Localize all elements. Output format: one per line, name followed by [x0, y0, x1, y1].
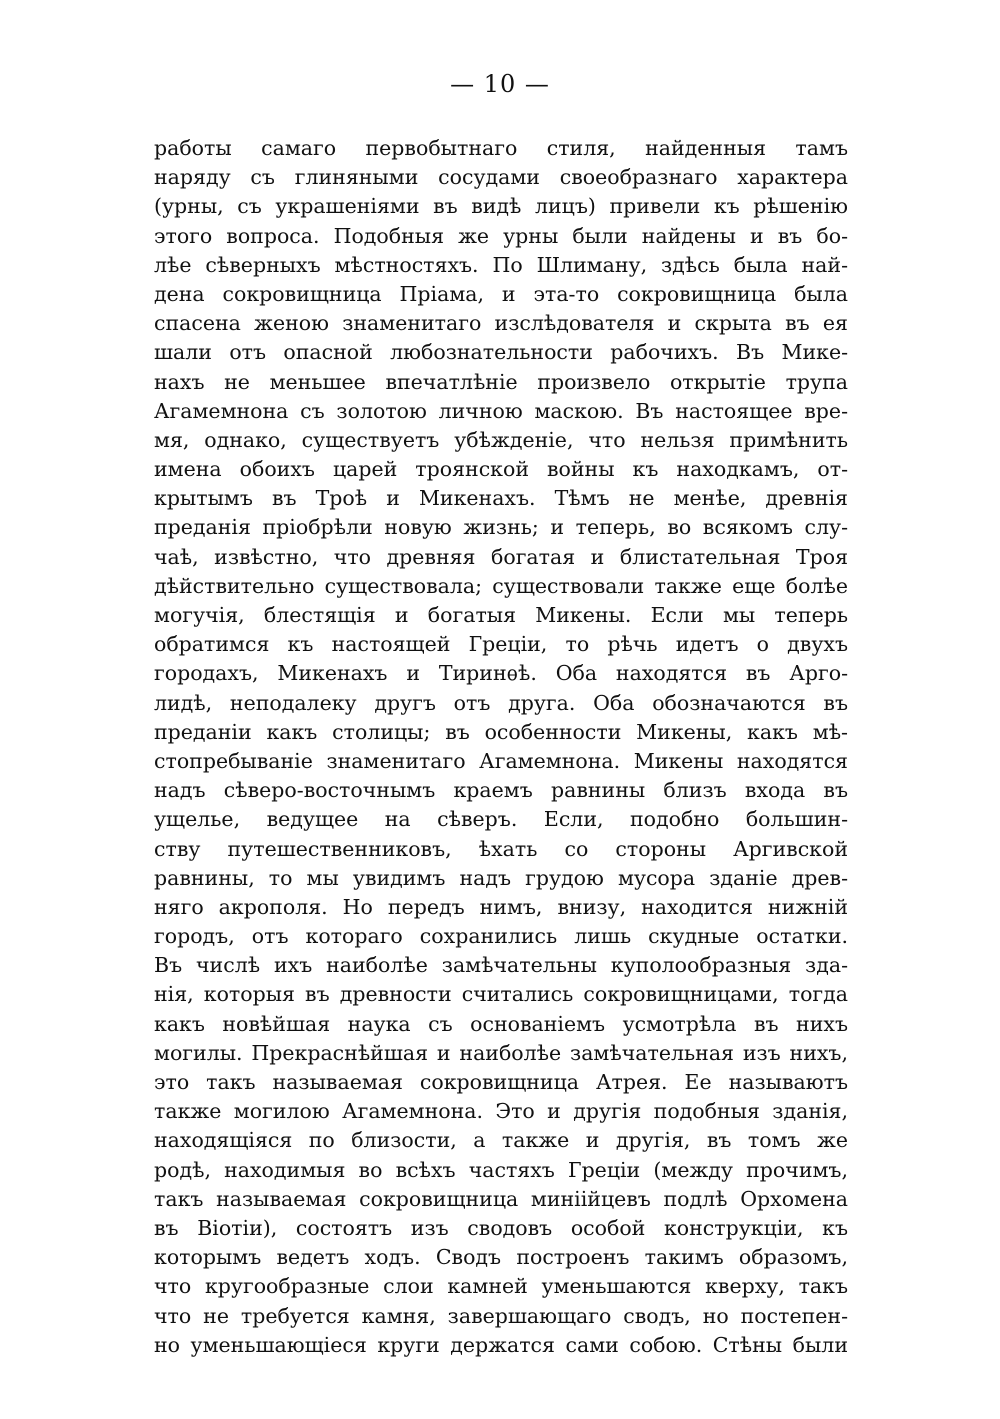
text-line: мя, однако, существуетъ убѣжденіе, что нельзя примѣнить — [154, 427, 848, 452]
text-line: могучія, блестящія и богатыя Микены. Если мы теперь — [154, 603, 848, 627]
text-line: Агамемнона съ золотою личною маскою. Въ настоящее вре- — [154, 398, 848, 423]
text-line: дѣйствительно существовала; существовали также еще болѣе — [154, 573, 848, 598]
text-line: городахъ, Микенахъ и Тиринѳѣ. Оба находятся въ Арго- — [154, 661, 848, 686]
text-line: Въ числѣ ихъ наиболѣе замѣчательны куполообразныя зда- — [154, 953, 848, 978]
page-number: — 10 — — [450, 70, 550, 98]
text-line: что кругообразные слои камней уменьшаются кверху, такъ — [154, 1274, 848, 1299]
text-line: нія, которыя въ древности считались сокровищницами, тогда — [154, 982, 848, 1007]
text-line: этого вопроса. Подобныя же урны были найдены и въ бо- — [154, 223, 848, 248]
text-line: спасена женою знаменитаго изслѣдователя и скрыта въ ея — [154, 311, 848, 336]
text-line: въ Віотіи), состоятъ изъ сводовъ особой конструкціи, къ — [154, 1215, 848, 1240]
text-line: лидѣ, неподалеку другъ отъ друга. Оба обозначаются въ — [154, 690, 848, 715]
text-line: ству путешественниковъ, ѣхать со стороны Аргивской — [154, 836, 848, 861]
text-line: имена обоихъ царей троянской войны къ находкамъ, от- — [154, 457, 848, 482]
text-line: но уменьшающіеся круги держатся сами собою. Стѣны были — [154, 1332, 848, 1357]
text-line: городъ, отъ котораго сохранились лишь скудные остатки. — [154, 924, 848, 949]
text-line: нахъ не меньшее впечатлѣніе произвело открытіе трупа — [154, 369, 848, 394]
text-line: также могилою Агамемнона. Это и другія подобныя зданія, — [154, 1099, 848, 1124]
text-line: наряду съ глиняными сосудами своеобразнаго характера — [154, 165, 848, 190]
text-line: преданіи какъ столицы; въ особенности Микены, какъ мѣ- — [154, 719, 848, 744]
text-line: стопребываніе знаменитаго Агамемнона. Микены находятся — [154, 748, 848, 773]
text-line: которымъ ведетъ ходъ. Сводъ построенъ такимъ образомъ, — [154, 1245, 848, 1270]
text-line: няго акрополя. Но передъ нимъ, внизу, находится нижній — [154, 894, 848, 919]
text-line: родѣ, находимыя во всѣхъ частяхъ Греціи (между прочимъ, — [154, 1157, 848, 1182]
text-line: это такъ называемая сокровищница Атрея. Ее называютъ — [154, 1070, 848, 1094]
text-line: что не требуется камня, завершающаго сводъ, но постепен- — [154, 1303, 848, 1328]
text-line: чаѣ, извѣстно, что древняя богатая и блистательная Троя — [154, 544, 848, 569]
text-line: могилы. Прекраснѣйшая и наиболѣе замѣчательная изъ нихъ, — [154, 1040, 848, 1065]
text-line: лѣе сѣверныхъ мѣстностяхъ. По Шлиману, здѣсь была най- — [154, 252, 848, 277]
text-line: какъ новѣйшая наука съ основаніемъ усмотрѣла въ нихъ — [154, 1011, 848, 1036]
text-line: преданія пріобрѣли новую жизнь; и теперь, во всякомъ слу- — [154, 515, 848, 540]
text-line: равнины, то мы увидимъ надъ грудою мусора зданіе древ- — [154, 865, 848, 890]
text-line: дена сокровищница Пріама, и эта-то сокровищница была — [154, 281, 848, 306]
text-line: крытымъ въ Троѣ и Микенахъ. Тѣмъ не менѣе, древнія — [154, 486, 848, 511]
text-line: такъ называемая сокровищница миніійцевъ подлѣ Орхомена — [154, 1186, 848, 1211]
text-line: находящіяся по близости, а также и другія, въ томъ же — [154, 1128, 848, 1153]
text-line: работы самаго первобытнаго стиля, найденныя тамъ — [154, 136, 848, 160]
text-line: (урны, съ украшеніями въ видѣ лицъ) привели къ рѣшенію — [154, 194, 848, 219]
text-line: обратимся къ настоящей Греціи, то рѣчь идетъ о двухъ — [154, 632, 848, 657]
text-line: надъ сѣверо-восточнымъ краемъ равнины близъ входа въ — [154, 778, 848, 803]
body-text — [154, 134, 848, 1360]
text-line: шали отъ опасной любознательности рабочихъ. Въ Мике- — [154, 340, 848, 365]
text-line: ущелье, ведущее на сѣверъ. Если, подобно большин- — [154, 807, 848, 832]
